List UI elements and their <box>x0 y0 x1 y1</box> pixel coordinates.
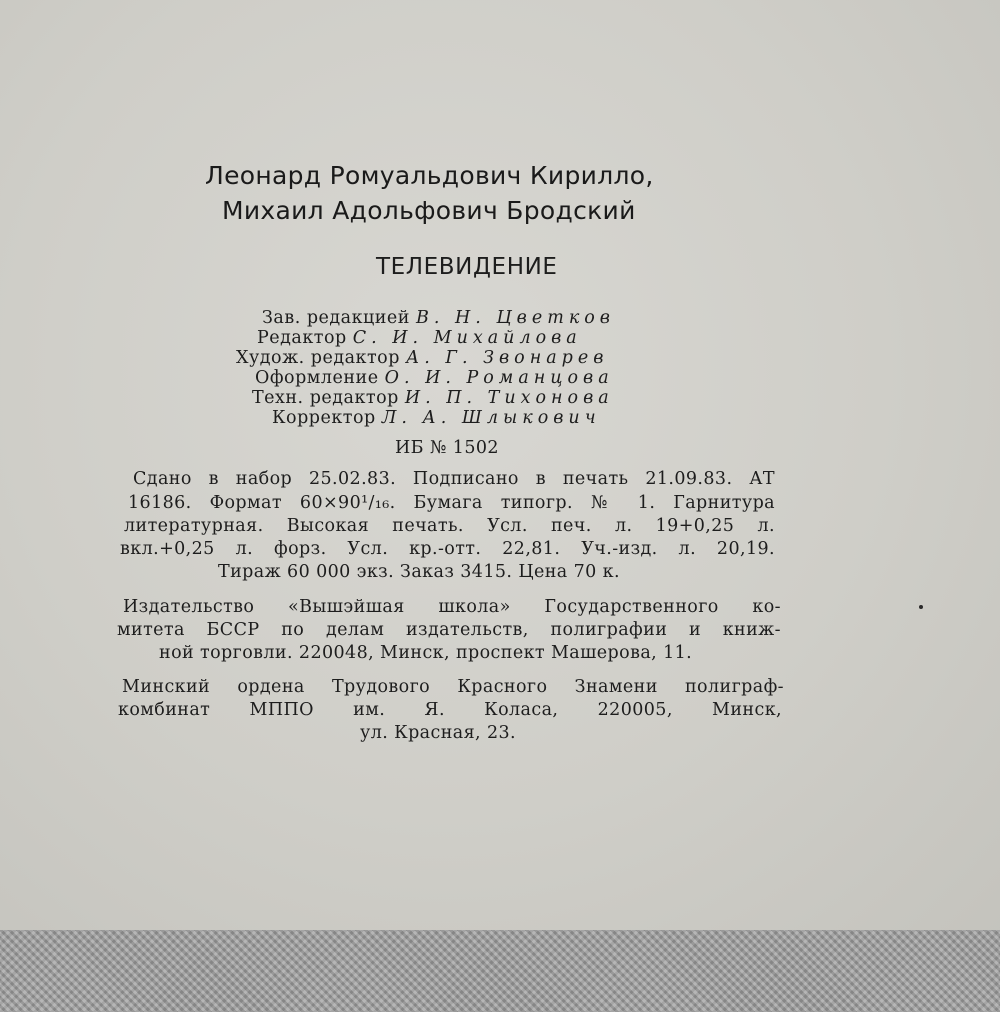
publisher-line: ной торговли. 220048, Минск, проспект Машерова, 11. <box>159 643 693 663</box>
credit-role: Оформление <box>255 368 379 388</box>
credit-line <box>255 368 614 388</box>
credit-name: С. И. Михайлова <box>352 328 582 348</box>
print-details-line: 16186. Формат 60×90¹/₁₆. Бумага типогр. № 1. Гарнитура <box>128 493 775 513</box>
author-line-1: Леонард Ромуальдович Кирилло, <box>205 161 654 190</box>
printer-line: ул. Красная, 23. <box>360 723 517 743</box>
credit-name: И. П. Тихонова <box>404 388 614 408</box>
ib-number: ИБ № 1502 <box>395 438 499 458</box>
credit-role: Редактор <box>257 328 347 348</box>
credit-name: Л. А. Шлыкович <box>381 408 601 428</box>
credit-line <box>252 388 614 408</box>
print-details-line: вкл.+0,25 л. форз. Усл. кр.-отт. 22,81. Уч.-изд. л. 20,19. <box>120 539 775 559</box>
printer-line: комбинат МППО им. Я. Коласа, 220005, Минск, <box>118 700 782 720</box>
book-cover-edge <box>0 930 1000 1012</box>
book-title: ТЕЛЕВИДЕНИЕ <box>376 254 558 280</box>
credit-line <box>272 408 601 428</box>
credit-role: Зав. редакцией <box>262 308 410 328</box>
publisher-line: Издательство «Вышэйшая школа» Государственного ко- <box>123 597 781 617</box>
credit-role: Техн. редактор <box>252 388 399 408</box>
credit-line <box>262 308 615 328</box>
publisher-line: митета БССР по делам издательств, полиграфии и книж- <box>117 620 781 640</box>
credit-line <box>236 348 608 368</box>
printer-line: Минский ордена Трудового Красного Знамени полиграф- <box>122 677 784 697</box>
credit-name: А. Г. Звонарев <box>406 348 609 368</box>
paper-speck <box>919 605 923 609</box>
credit-line <box>257 328 582 348</box>
author-line-2: Михаил Адольфович Бродский <box>222 196 636 225</box>
credit-role: Худож. редактор <box>236 348 400 368</box>
credit-role: Корректор <box>272 408 376 428</box>
credit-name: В. Н. Цветков <box>416 308 615 328</box>
credit-name: О. И. Романцова <box>384 368 614 388</box>
print-details-line: Сдано в набор 25.02.83. Подписано в печать 21.09.83. АТ <box>133 469 775 489</box>
print-details-line: Тираж 60 000 экз. Заказ 3415. Цена 70 к. <box>218 562 620 582</box>
print-details-line: литературная. Высокая печать. Усл. печ. л. 19+0,25 л. <box>124 516 775 536</box>
